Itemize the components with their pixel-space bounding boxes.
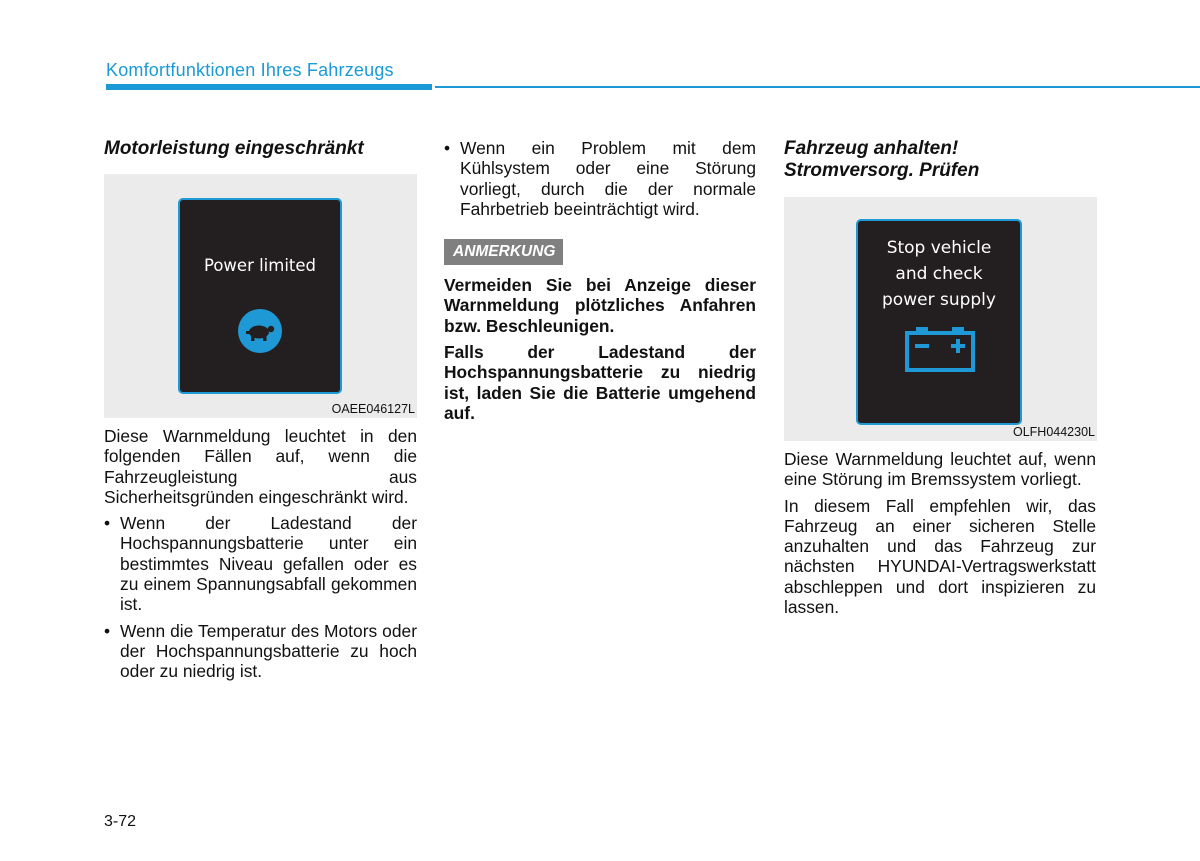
heading-stop-vehicle (784, 138, 1096, 182)
bullet-text: Wenn ein Problem mit dem Kühlsystem oder eine Störung vorliegt, durch die der normale Fahrbetrieb beeinträchtigt wird. (460, 138, 756, 219)
display-message: Power limited (203, 256, 317, 275)
cluster-display (856, 219, 1022, 425)
note-badge: ANMERKUNG (444, 239, 563, 265)
bullet-item (104, 513, 417, 614)
display-message (858, 235, 1020, 313)
cluster-display (178, 198, 342, 394)
bullet-text: Wenn der Ladestand der Hochspannungsbatterie unter ein bestimmtes Niveau gefallen oder es zu einem Spannungsabfall gekommen ist. (120, 513, 417, 615)
bullet-item (444, 138, 756, 219)
note-paragraph: Falls der Ladestand der Hochspannungsbatterie zu niedrig ist, laden Sie die Batterie umgehend auf. (444, 342, 756, 423)
figure-power-limited (104, 174, 417, 418)
column-right (784, 138, 1096, 617)
column-middle (444, 138, 756, 423)
turtle-icon (235, 306, 285, 356)
bullet-dot: • (104, 513, 111, 534)
header-rule-thick (106, 84, 432, 90)
bullet-dot: • (444, 138, 451, 158)
header-rule-thin (435, 86, 1200, 88)
heading-line: Fahrzeug anhalten! (784, 138, 959, 159)
note-paragraph: Vermeiden Sie bei Anzeige dieser Warnmeldung plötzliches Anfahren bzw. Beschleunigen. (444, 275, 756, 336)
paragraph: In diesem Fall empfehlen wir, das Fahrzeug an einer sicheren Stelle anzuhalten und das Fahrzeug zur nächsten HYUNDAI-Vertragswerkstatt abschleppen und dort inspizieren zu lassen. (784, 495, 1096, 618)
battery-icon (902, 325, 978, 375)
paragraph: Diese Warnmeldung leuchtet auf, wenn eine Störung im Bremssystem vorliegt. (784, 449, 1096, 490)
figure-code: OAEE046127L (331, 402, 415, 416)
intro-paragraph: Diese Warnmeldung leuchtet in den folgenden Fällen auf, wenn die Fahrzeugleistung aus Sicherheitsgründen eingeschränkt wird. (104, 426, 417, 507)
heading-power-limited: Motorleistung eingeschränkt (104, 138, 364, 159)
display-line: power supply (882, 290, 996, 310)
bullet-text: Wenn die Temperatur des Motors oder der Hochspannungsbatterie zu hoch oder zu niedrig ist. (120, 620, 417, 682)
bullet-dot: • (104, 620, 111, 641)
figure-code: OLFH044230L (1012, 425, 1095, 439)
section-title: Komfortfunktionen Ihres Fahrzeugs (106, 60, 394, 80)
column-left (104, 138, 417, 682)
figure-stop-vehicle (784, 197, 1097, 441)
page-number: 3-72 (104, 813, 137, 830)
bullet-item (104, 621, 417, 682)
display-line: Stop vehicle (886, 238, 992, 258)
heading-line: Stromversorg. Prüfen (784, 160, 980, 181)
display-line: and check (895, 264, 983, 284)
